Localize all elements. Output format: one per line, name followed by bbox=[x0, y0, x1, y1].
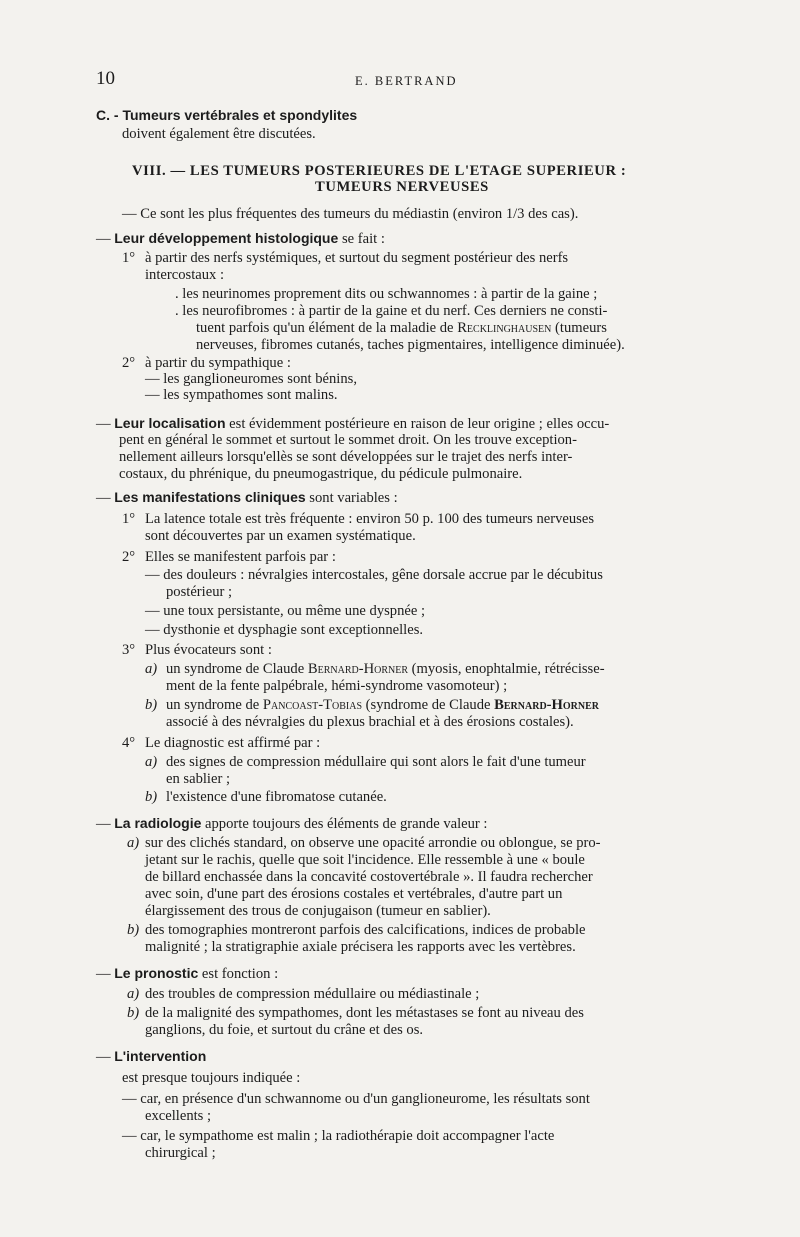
loc-line2: pent en général le sommet et surtout le sommet droit. On les trouve exception- bbox=[119, 432, 577, 448]
radio-a-line1: sur des clichés standard, on observe une opacité arrondie ou oblongue, se pro- bbox=[145, 835, 601, 851]
prono-heading-line bbox=[96, 964, 278, 983]
interv-line1: est presque toujours indiquée : bbox=[122, 1070, 301, 1086]
manif-i1-num: 1° bbox=[122, 511, 136, 527]
page-number: 10 bbox=[96, 68, 115, 89]
radio-a-line5: élargissement des trous de conjugaison (tumeur en sablier). bbox=[145, 903, 491, 919]
dash: — bbox=[96, 1049, 111, 1065]
dash: — bbox=[96, 490, 111, 506]
manif-i2-b: — une toux persistante, ou même une dyspnée ; bbox=[145, 603, 426, 619]
manif-i3-b-line1 bbox=[166, 696, 599, 714]
interv-c2-line1: — car, le sympathome est malin ; la radiothérapie doit accompagner l'acte bbox=[122, 1128, 555, 1144]
dev-sub2: . les neurofibromes : à partir de la gaine et du nerf. Ces derniers ne consti- bbox=[175, 303, 608, 319]
interv-c1-line1: — car, en présence d'un schwannome ou d'un ganglioneurome, les résultats sont bbox=[122, 1091, 590, 1107]
dev-heading-line bbox=[96, 229, 385, 248]
dev-item1-line2: intercostaux : bbox=[145, 267, 225, 283]
manif-heading-line bbox=[96, 488, 398, 507]
radio-a-line4: avec soin, d'une part des érosions costales et vertébrales, d'autre part un bbox=[145, 886, 563, 902]
manif-i4-a-line1: des signes de compression médullaire qui sont alors le fait d'une tumeur bbox=[166, 754, 586, 770]
radio-b-letter: b) bbox=[127, 922, 140, 938]
dev-item2-num: 2° bbox=[122, 355, 136, 371]
manif-i2-c: — dysthonie et dysphagie sont exceptionnelles. bbox=[145, 622, 424, 638]
manif-i3-num: 3° bbox=[122, 642, 136, 658]
section-c-title: C. - Tumeurs vertébrales et spondylites bbox=[96, 107, 358, 123]
section-viii-subtitle: TUMEURS NERVEUSES bbox=[315, 179, 489, 195]
prono-a-letter: a) bbox=[127, 986, 140, 1002]
dev-heading-tail: se fait : bbox=[341, 231, 385, 247]
dev-sub2-l2b: (tumeurs bbox=[555, 320, 607, 336]
dev-item2-b: — les sympathomes sont malins. bbox=[145, 387, 338, 403]
dev-sub2-line2 bbox=[196, 319, 607, 337]
dev-item1-num: 1° bbox=[122, 250, 136, 266]
dash: — bbox=[96, 416, 111, 432]
radio-b-line2: malignité ; la stratigraphie axiale précisera les rapports avec les vertèbres. bbox=[145, 939, 576, 955]
intro-paragraph: — Ce sont les plus fréquentes des tumeurs du médiastin (environ 1/3 des cas). bbox=[122, 206, 579, 222]
manif-i3-b1b: (syndrome de Claude bbox=[365, 697, 491, 713]
manif-i4-a-line2: en sablier ; bbox=[166, 771, 231, 787]
manif-i3: Plus évocateurs sont : bbox=[145, 642, 272, 658]
manif-i3-a1a: un syndrome de Claude bbox=[166, 661, 305, 677]
author-name: Pancoast-Tobias bbox=[262, 697, 363, 713]
manif-i2-a1: — des douleurs : névralgies intercostales, gêne dorsale accrue par le décubitus bbox=[145, 567, 603, 583]
manif-i3-b1a: un syndrome de bbox=[166, 697, 260, 713]
author-name: Recklinghausen bbox=[457, 320, 552, 336]
dev-heading: Leur développement histologique bbox=[114, 230, 339, 246]
manif-i2: Elles se manifestent parfois par : bbox=[145, 549, 336, 565]
running-head: E. BERTRAND bbox=[355, 74, 458, 88]
radio-heading-tail: apporte toujours des éléments de grande valeur : bbox=[205, 816, 488, 832]
radio-a-line3: de billard enchassée dans la concavité costovertébrale ». Il faudra rechercher bbox=[145, 869, 593, 885]
prono-heading-tail: est fonction : bbox=[201, 966, 279, 982]
manif-i2-num: 2° bbox=[122, 549, 136, 565]
loc-heading: Leur localisation bbox=[114, 415, 226, 431]
manif-i1-line1: La latence totale est très fréquente : environ 50 p. 100 des tumeurs nerveuses bbox=[145, 511, 595, 527]
manif-i3-a-line1 bbox=[166, 660, 605, 678]
manif-heading-tail: sont variables : bbox=[309, 490, 398, 506]
manif-i2-a2: postérieur ; bbox=[166, 584, 233, 600]
manif-i4: Le diagnostic est affirmé par : bbox=[145, 735, 321, 751]
manif-i3-a-line2: ment de la fente palpébrale, hémi-syndrome vasomoteur) ; bbox=[166, 678, 508, 694]
manif-i4-num: 4° bbox=[122, 735, 136, 751]
dev-sub2-line3: nerveuses, fibromes cutanés, taches pigmentaires, intelligence diminuée). bbox=[196, 337, 625, 353]
author-name: Bernard-Horner bbox=[307, 661, 409, 677]
prono-heading: Le pronostic bbox=[114, 965, 199, 981]
prono-a: des troubles de compression médullaire ou médiastinale ; bbox=[145, 986, 480, 1002]
dev-sub1: . les neurinomes proprement dits ou schwannomes : à partir de la gaine ; bbox=[175, 286, 598, 302]
prono-b-line1: de la malignité des sympathomes, dont les métastases se font au niveau des bbox=[145, 1005, 584, 1021]
manif-i4-b-letter: b) bbox=[145, 789, 158, 805]
dev-item2: à partir du sympathique : bbox=[145, 355, 291, 371]
dash: — bbox=[96, 816, 111, 832]
interv-heading: L'intervention bbox=[114, 1048, 207, 1064]
interv-c2-line2: chirurgical ; bbox=[145, 1145, 216, 1161]
manif-i3-b-line2: associé à des névralgies du plexus brachial et à des érosions costales). bbox=[166, 714, 574, 730]
loc-line3: nellement ailleurs lorsqu'ellès se sont développées sur le trajet des nerfs inter- bbox=[119, 449, 573, 465]
manif-i1-line2: sont découvertes par un examen systématique. bbox=[145, 528, 416, 544]
dev-item2-a: — les ganglioneuromes sont bénins, bbox=[145, 371, 357, 387]
dash: — bbox=[96, 231, 111, 247]
interv-c1-line2: excellents ; bbox=[145, 1108, 212, 1124]
manif-i3-a-letter: a) bbox=[145, 661, 158, 677]
manif-i3-b-letter: b) bbox=[145, 697, 158, 713]
manif-i3-a1b: (myosis, enophtalmie, rétrécisse- bbox=[411, 661, 605, 677]
dev-item1-line1: à partir des nerfs systémiques, et surtout du segment postérieur des nerfs bbox=[145, 250, 569, 266]
author-name: Bernard-Horner bbox=[494, 697, 599, 713]
radio-b-line1: des tomographies montreront parfois des calcifications, indices de probable bbox=[145, 922, 586, 938]
radio-a-line2: jetant sur le rachis, quelle que soit l'incidence. Elle ressemble à une « boule bbox=[145, 852, 585, 868]
radio-heading-line bbox=[96, 814, 488, 833]
manif-i4-b: l'existence d'une fibromatose cutanée. bbox=[166, 789, 387, 805]
interv-heading-line bbox=[96, 1047, 206, 1066]
section-viii-title: VIII. — LES TUMEURS POSTERIEURES DE L'ETAGE SUPERIEUR : bbox=[132, 163, 627, 179]
radio-heading: La radiologie bbox=[114, 815, 202, 831]
dev-sub2-l2a: tuent parfois qu'un élément de la maladie de bbox=[196, 320, 454, 336]
prono-b-letter: b) bbox=[127, 1005, 140, 1021]
loc-line4: costaux, du phrénique, du pneumogastrique, du pédicule pulmonaire. bbox=[119, 466, 523, 482]
prono-b-line2: ganglions, du foie, et surtout du crâne et des os. bbox=[145, 1022, 424, 1038]
radio-a-letter: a) bbox=[127, 835, 140, 851]
manif-i4-a-letter: a) bbox=[145, 754, 158, 770]
manif-heading: Les manifestations cliniques bbox=[114, 489, 306, 505]
dash: — bbox=[96, 966, 111, 982]
loc-l1: est évidemment postérieure en raison de leur origine ; elles occu- bbox=[229, 416, 610, 432]
section-c-text: doivent également être discutées. bbox=[122, 126, 316, 142]
